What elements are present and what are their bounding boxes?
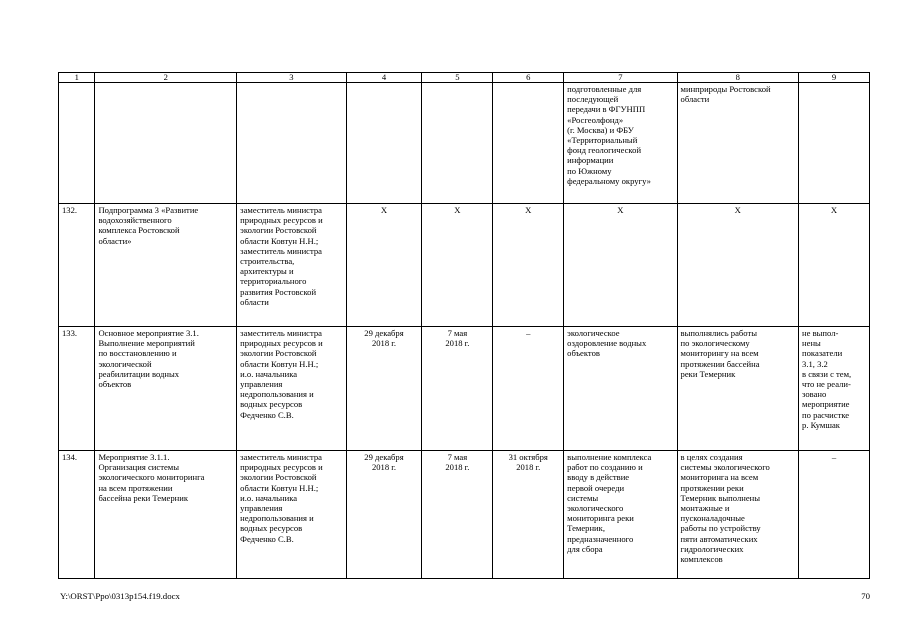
text-line: на всем протяжении	[98, 482, 173, 493]
text-line: что не реали-	[802, 379, 851, 390]
text-line: реки Темерник	[680, 368, 736, 379]
text-line: Организация системы	[98, 462, 179, 473]
text-line: экологического мониторинга	[98, 472, 205, 483]
text-line: 29 декабря	[364, 452, 404, 462]
planned-result	[564, 451, 677, 579]
text-line: по расчистке	[802, 409, 850, 420]
text-line: архитектуры и	[240, 266, 294, 277]
text-line: 7 мая	[447, 452, 468, 462]
text-line: системы	[567, 492, 599, 503]
text-line: области Ковтун Н.Н.;	[240, 235, 319, 246]
text-line: передачи в ФГУНПП	[567, 104, 646, 115]
text-line: Мероприятие 3.1.1.	[98, 452, 170, 462]
text-line: области Ковтун Н.Н.;	[240, 482, 319, 493]
text-line: экологии Ростовской	[240, 348, 317, 359]
text-line: Подпрограмма 3 «Развитие	[98, 205, 199, 215]
planned-result	[564, 204, 677, 327]
responsible-person	[237, 451, 346, 579]
text-line: бассейна реки Темерник	[98, 492, 189, 503]
text-line: первой очереди	[567, 482, 625, 493]
text-line: Х	[734, 205, 741, 215]
column-number: 1	[59, 73, 95, 83]
text-line: заместитель министра	[240, 205, 322, 215]
row-number: 134.	[59, 451, 95, 579]
table-row	[59, 204, 870, 327]
text-line: работы по устройству	[680, 523, 761, 534]
planned-result	[564, 327, 677, 451]
text-line: Основное мероприятие 3.1.	[98, 328, 199, 338]
text-line: информации	[567, 155, 614, 166]
text-line: экологии Ростовской	[240, 472, 317, 483]
row-number: 133.	[59, 327, 95, 451]
file-path: Y:\ORST\Ppo\0313p154.f19.docx	[60, 591, 180, 601]
text-line: (г. Москва) и ФБУ	[567, 124, 634, 135]
measure-name	[95, 327, 237, 451]
text-line: Х	[830, 205, 838, 215]
text-line: области	[680, 94, 710, 105]
actual-start-date	[422, 451, 493, 579]
text-line: «Территориальный	[567, 135, 638, 146]
text-line: для сбора	[567, 543, 603, 554]
text-line: показатели	[802, 348, 843, 359]
text-line: системы экологического	[680, 462, 770, 473]
text-line: 3.1, 3.2	[802, 358, 828, 369]
text-line: Х	[617, 205, 624, 215]
text-line: природных ресурсов и	[240, 215, 323, 226]
text-line: «Росгеолфонд»	[567, 114, 624, 125]
text-line: объектов	[567, 348, 600, 359]
text-line: –	[831, 452, 837, 462]
text-line: подготовленные для	[567, 84, 642, 94]
text-line: мероприятие	[802, 399, 850, 410]
table-cell	[493, 83, 564, 204]
text-line: и.о. начальника	[240, 368, 298, 379]
text-line: пусконаладочные	[680, 513, 745, 524]
text-line: природных ресурсов и	[240, 338, 323, 349]
text-line: по восстановлению и	[98, 348, 177, 359]
text-line: Федченко С.В.	[240, 409, 294, 420]
text-line: мониторинга реки	[567, 513, 634, 524]
text-line: выполнялись работы	[680, 328, 757, 338]
page-number: 70	[861, 591, 870, 601]
planned-date	[346, 204, 422, 327]
text-line: области Ковтун Н.Н.;	[240, 358, 319, 369]
text-line: заместитель министра	[240, 245, 322, 256]
text-line: Темерник,	[567, 523, 605, 534]
text-line: комплексов	[680, 554, 723, 565]
text-line: Х	[525, 205, 532, 215]
column-number: 6	[493, 73, 564, 83]
text-line: 2018 г.	[371, 338, 396, 349]
text-line: вводу в действие	[567, 472, 630, 483]
reasons	[799, 327, 870, 451]
column-number: 2	[95, 73, 237, 83]
text-line: не выпол-	[802, 328, 839, 338]
text-line: работ по созданию и	[567, 462, 643, 473]
text-line: области	[240, 296, 269, 307]
text-line: предназначенного	[567, 533, 634, 544]
text-line: последующей	[567, 94, 619, 105]
table-cell	[237, 83, 346, 204]
column-number: 5	[422, 73, 493, 83]
text-line: недропользования и	[240, 513, 314, 524]
text-line: выполнение комплекса	[567, 452, 652, 462]
row-number: 132.	[59, 204, 95, 327]
column-number: 9	[799, 73, 870, 83]
actual-end-date	[493, 204, 564, 327]
text-line: природных ресурсов и	[240, 462, 323, 473]
text-line: в целях создания	[680, 452, 743, 462]
text-line: Х	[454, 205, 461, 215]
text-line: фонд геологической	[567, 145, 642, 156]
reasons	[799, 204, 870, 327]
text-line: федеральному округу»	[567, 175, 651, 186]
table-cell	[799, 83, 870, 204]
text-line: оздоровление водных	[567, 338, 647, 349]
responsible-person	[237, 204, 346, 327]
text-line: экологии Ростовской	[240, 225, 317, 236]
text-line: водохозяйственного	[98, 215, 172, 226]
text-line: 7 мая	[447, 328, 468, 338]
text-line: 2018 г.	[445, 338, 470, 349]
text-line: Х	[380, 205, 388, 215]
text-line: Федченко С.В.	[240, 533, 294, 544]
text-line: водных ресурсов	[240, 523, 303, 534]
column-number-row	[59, 73, 870, 83]
text-line: экологической	[98, 358, 152, 369]
actual-result	[677, 327, 798, 451]
text-line: области»	[98, 235, 132, 246]
actual-start-date	[422, 204, 493, 327]
table-cell	[422, 83, 493, 204]
text-line: 2018 г.	[371, 462, 396, 473]
text-line: 2018 г.	[516, 462, 541, 473]
table-cell	[346, 83, 422, 204]
column-number: 7	[564, 73, 677, 83]
text-line: монтажные и	[680, 503, 730, 514]
text-line: Темерник выполнены	[680, 492, 761, 503]
text-line: и.о. начальника	[240, 492, 298, 503]
text-line: зовано	[802, 389, 827, 400]
result-cell	[564, 83, 677, 204]
continuation-row	[59, 83, 870, 204]
text-line: комплекса Ростовской	[98, 225, 180, 236]
table-row	[59, 327, 870, 451]
text-line: 2018 г.	[445, 462, 470, 473]
table-row	[59, 451, 870, 579]
column-number: 8	[677, 73, 798, 83]
measure-name	[95, 204, 237, 327]
text-line: развития Ростовской	[240, 286, 317, 297]
column-number: 4	[346, 73, 422, 83]
text-line: протяжении бассейна	[680, 358, 760, 369]
text-line: территориального	[240, 276, 307, 287]
text-line: экологическое	[567, 328, 620, 338]
text-line: мониторингу на всем	[680, 348, 759, 359]
text-line: 29 декабря	[364, 328, 404, 338]
info-cell	[677, 83, 798, 204]
actual-end-date	[493, 451, 564, 579]
reasons	[799, 451, 870, 579]
table-cell	[95, 83, 237, 204]
text-line: Выполнение мероприятий	[98, 338, 195, 349]
text-line: р. Кумшак	[802, 419, 840, 430]
text-line: 31 октября	[508, 452, 548, 462]
report-table	[58, 72, 870, 579]
text-line: заместитель министра	[240, 452, 322, 462]
text-line: объектов	[98, 379, 132, 390]
text-line: минприроды Ростовской	[680, 84, 771, 94]
planned-date	[346, 451, 422, 579]
text-line: по экологическому	[680, 338, 750, 349]
text-line: нены	[802, 338, 821, 349]
text-line: экологического	[567, 503, 624, 514]
text-line: по Южному	[567, 165, 612, 176]
text-line: в связи с тем,	[802, 368, 852, 379]
table-cell	[59, 83, 95, 204]
text-line: управления	[240, 379, 283, 390]
responsible-person	[237, 327, 346, 451]
text-line: водных ресурсов	[240, 399, 303, 410]
text-line: строительства,	[240, 256, 295, 267]
text-line: пяти автоматических	[680, 533, 758, 544]
actual-result	[677, 204, 798, 327]
text-line: реабилитации водных	[98, 368, 180, 379]
text-line: недропользования и	[240, 389, 314, 400]
text-line: заместитель министра	[240, 328, 322, 338]
planned-date	[346, 327, 422, 451]
text-line: –	[526, 328, 531, 338]
text-line: гидрологических	[680, 543, 744, 554]
text-line: мониторинга на всем	[680, 472, 759, 483]
actual-end-date	[493, 327, 564, 451]
text-line: управления	[240, 503, 283, 514]
measure-name	[95, 451, 237, 579]
actual-result	[677, 451, 798, 579]
column-number: 3	[237, 73, 346, 83]
text-line: протяжении реки	[680, 482, 744, 493]
actual-start-date	[422, 327, 493, 451]
